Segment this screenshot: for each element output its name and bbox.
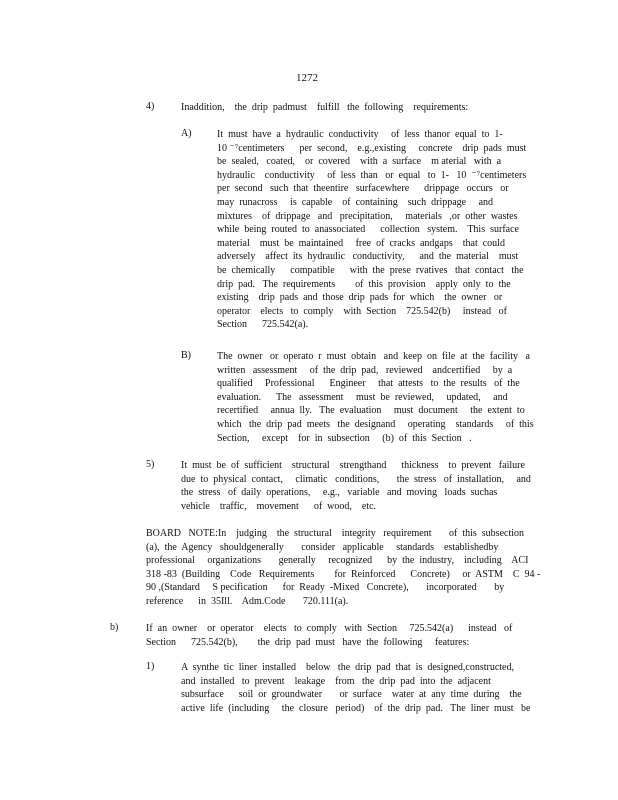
- text-line: It must be of sufficient structural strengthand thickness to prevent failure: [181, 460, 525, 471]
- text-line: due to physical contact, climatic conditions, the stress of installation, and: [181, 473, 531, 485]
- board-note: [146, 527, 541, 609]
- text-line: If an owner or operator elects to comply with Section 725.542(a) instead of: [146, 623, 513, 634]
- text-line: (a), the Agency shouldgenerally consider applicable standards establishedby: [146, 541, 499, 553]
- text-line: and installed to prevent leakage from the drip pad into the adjacent: [181, 675, 491, 687]
- text-line: Section 725.542(b), the drip pad must have the following features:: [146, 636, 470, 648]
- item-b-text: [146, 622, 516, 649]
- text-line: be sealed, coated, or covered with a surface m aterial with a: [217, 156, 502, 168]
- text-line: 10 ⁻⁷centimeters per second, e.g.,existing concrete drip pads must: [217, 142, 527, 154]
- item-4-text: [181, 101, 473, 115]
- text-line: 90 ,(Standard S pecification for Ready -Mixed Concrete), incorporated by: [146, 582, 505, 594]
- text-line: written assessment of the drip pad, reviewed andcertified by a: [217, 364, 513, 376]
- text-line: A synthe tic liner installed below the drip pad that is designed,constructed,: [181, 662, 514, 673]
- text-line: 318 -83 (Building Code Requirements for Reinforced Concrete) or ASTM C 94 -: [146, 568, 541, 580]
- item-4a-marker: A): [181, 128, 192, 139]
- text-line: Inaddition, the drip padmust fulfill the following requirements:: [181, 102, 469, 113]
- text-line: reference in 35Ill. Adm.Code 720.111(a).: [146, 595, 349, 607]
- text-line: active life (including the closure period) of the drip pad. The liner must be: [181, 702, 531, 714]
- text-line: subsurface soil or groundwater or surface water at any time during the: [181, 689, 522, 701]
- text-line: It must have a hydraulic conductivity of less thanor equal to 1-: [217, 129, 503, 140]
- text-line: Section, except for in subsection (b) of this Section .: [217, 432, 472, 444]
- text-line: The owner or operato r must obtain and keep on file at the facility a: [217, 351, 530, 362]
- text-line: qualified Professional Engineer that attests to the results of the: [217, 378, 520, 390]
- text-line: be chemically compatible with the prese rvatives that contact the: [217, 264, 524, 276]
- text-line: while being routed to anassociated collection system. This surface: [217, 224, 519, 236]
- page-number: 1272: [296, 72, 318, 84]
- item-4b-text: [217, 350, 542, 445]
- item-5-marker: 5): [146, 459, 155, 470]
- text-line: operator elects to comply with Section 725.542(b) instead of: [217, 305, 507, 317]
- text-line: drip pad. The requirements of this provision apply only to the: [217, 278, 511, 290]
- item-4a-text: [217, 128, 529, 332]
- text-line: BOARD NOTE:In judging the structural integrity requirement of this subsection: [146, 528, 524, 539]
- text-line: per second such that theentire surfacewhere drippage occurs or: [217, 183, 509, 195]
- item-b1-marker: 1): [146, 661, 155, 672]
- text-line: material must be maintained free of cracks andgaps that could: [217, 237, 505, 249]
- text-line: recertified annua lly. The evaluation must document the extent to: [217, 405, 525, 417]
- text-line: adversely affect its hydraulic conductivity, and the material must: [217, 251, 519, 263]
- text-line: hydraulic conductivity of less than or equal to 1- 10 ⁻⁷centimeters: [217, 169, 527, 181]
- item-b1-text: [181, 661, 543, 715]
- item-b-marker: b): [110, 622, 119, 633]
- text-line: mixtures of drippage and precipitation, materials ,or other wastes: [217, 210, 518, 222]
- text-line: Section 725.542(a).: [217, 319, 309, 331]
- text-line: existing drip pads and those drip pads for which the owner or: [217, 292, 503, 304]
- text-line: may runacross is capable of containing such drippage and: [217, 196, 494, 208]
- item-4b-marker: B): [181, 350, 191, 361]
- item-5-text: [181, 459, 531, 513]
- text-line: vehicle traffic, movement of wood, etc.: [181, 500, 377, 512]
- item-4-marker: 4): [146, 101, 155, 112]
- text-line: professional organizations generally recognized by the industry, including ACI: [146, 555, 529, 567]
- text-line: evaluation. The assessment must be reviewed, updated, and: [217, 391, 508, 403]
- text-line: which the drip pad meets the designand operating standards of this: [217, 418, 534, 430]
- text-line: the stress of daily operations, e.g., variable and moving loads suchas: [181, 487, 498, 499]
